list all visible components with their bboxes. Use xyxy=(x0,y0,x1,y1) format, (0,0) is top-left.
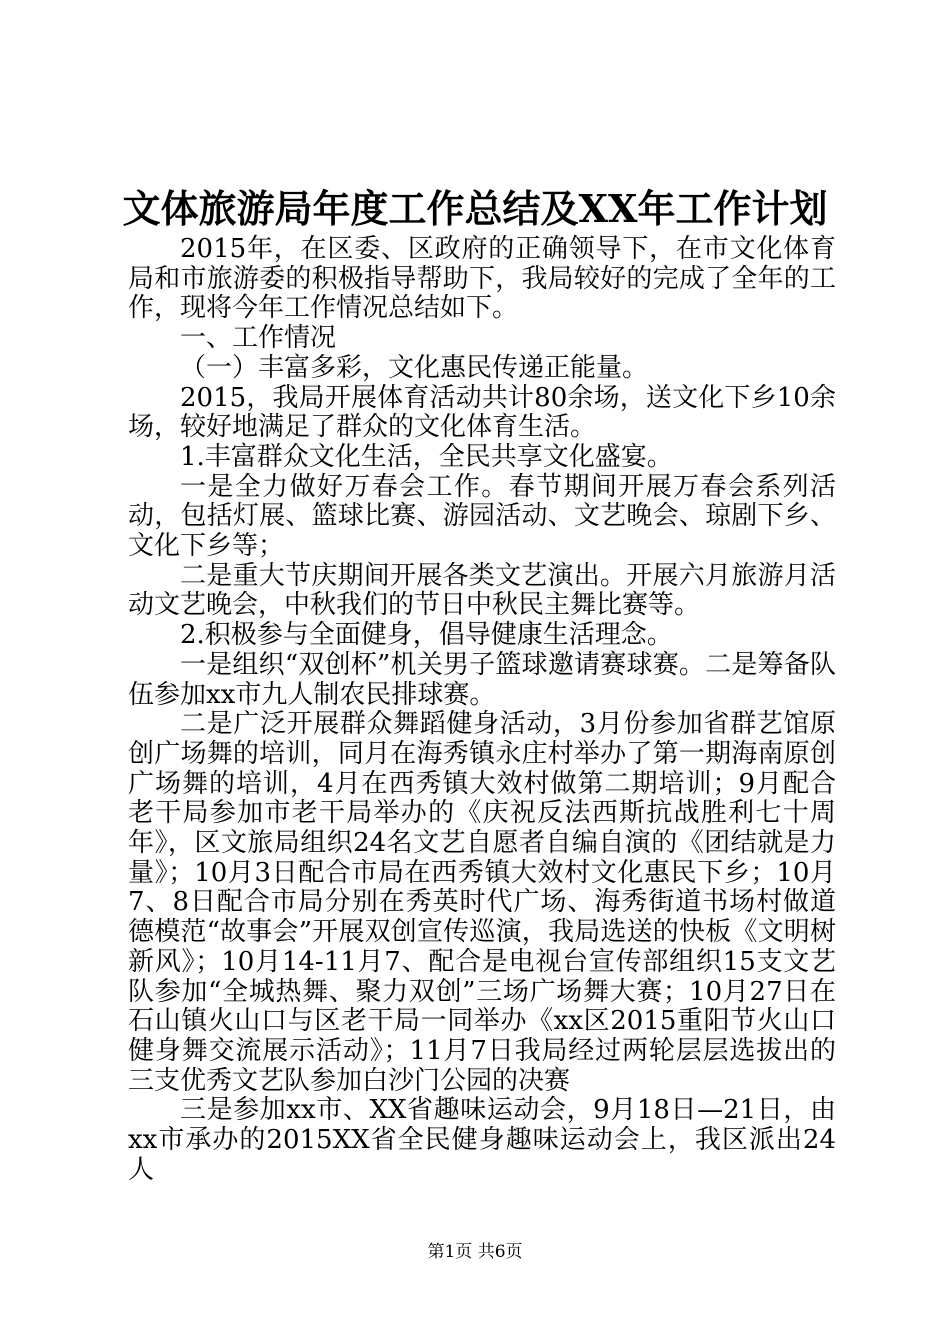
paragraph-spring-festival: 一是全力做好万春会工作。春节期间开展万春会系列活动，包括灯展、篮球比赛、游园活动、文艺晚会、琼剧下乡、文化下乡等； xyxy=(128,471,836,562)
paragraph-festival-shows: 二是重大节庆期间开展各类文艺演出。开展六月旅游月活动文艺晚会，中秋我们的节日中秋民主舞比赛等。 xyxy=(128,560,836,621)
paragraph-dance-activities: 二是广泛开展群众舞蹈健身活动，3月份参加省群艺馆原创广场舞的培训，同月在海秀镇永庄村举办了第一期海南原创广场舞的培训，4月在西秀镇大效村做第二期培训；9月配合老干局参加市老干局举办的《庆祝反法西斯抗战胜利七十周年》，区文旅局组织24名文艺自愿者自编自演的《团结就是力量》；10月3日配合市局在西秀镇大效村文化惠民下乡；10月7、8日配合市局分别在秀英时代广场、海秀街道书场村做道德模范“故事会”开展双创宣传巡演，我局选送的快板《文明树新风》；10月14-11月7、配合是电视台宣传部组织15支文艺队参加“全城热舞、聚力双创”三场广场舞大赛；10月27日在石山镇火山口与区老干局一同举办《xx区2015重阳节火山口健身舞交流展示活动》；11月7日我局经过两轮层层选拔出的三支优秀文艺队参加白沙门公园的决赛 xyxy=(128,709,836,1096)
paragraph-basketball: 一是组织“双创杯”机关男子篮球邀请赛球赛。二是筹备队伍参加xx市九人制农民排球赛。 xyxy=(128,649,836,710)
item-heading-culture: 1.丰富群众文化生活，全民共享文化盛宴。 xyxy=(180,441,673,472)
document-body xyxy=(128,235,836,1186)
subsection-heading-1: （一）丰富多彩，文化惠民传递正能量。 xyxy=(180,352,649,383)
page-number-footer: 第1页 共6页 xyxy=(427,1242,523,1262)
paragraph-sports-games: 三是参加xx市、XX省趣味运动会，9月18日—21日，由xx市承办的2015XX省全民健身趣味运动会上，我区派出24人 xyxy=(128,1095,836,1185)
paragraph-intro: 2015年，在区委、区政府的正确领导下，在市文化体育局和市旅游委的积极指导帮助下，我局较好的完成了全年的工作，现将今年工作情况总结如下。 xyxy=(128,234,836,324)
document-title: 文体旅游局年度工作总结及XX年工作计划 xyxy=(122,186,828,231)
section-heading-work-status: 一、工作情况 xyxy=(180,323,337,354)
item-heading-fitness: 2.积极参与全面健身，倡导健康生活理念。 xyxy=(180,620,673,651)
paragraph-activity-summary: 2015，我局开展体育活动共计80余场，送文化下乡10余场，较好地满足了群众的文化体育生活。 xyxy=(128,382,836,443)
